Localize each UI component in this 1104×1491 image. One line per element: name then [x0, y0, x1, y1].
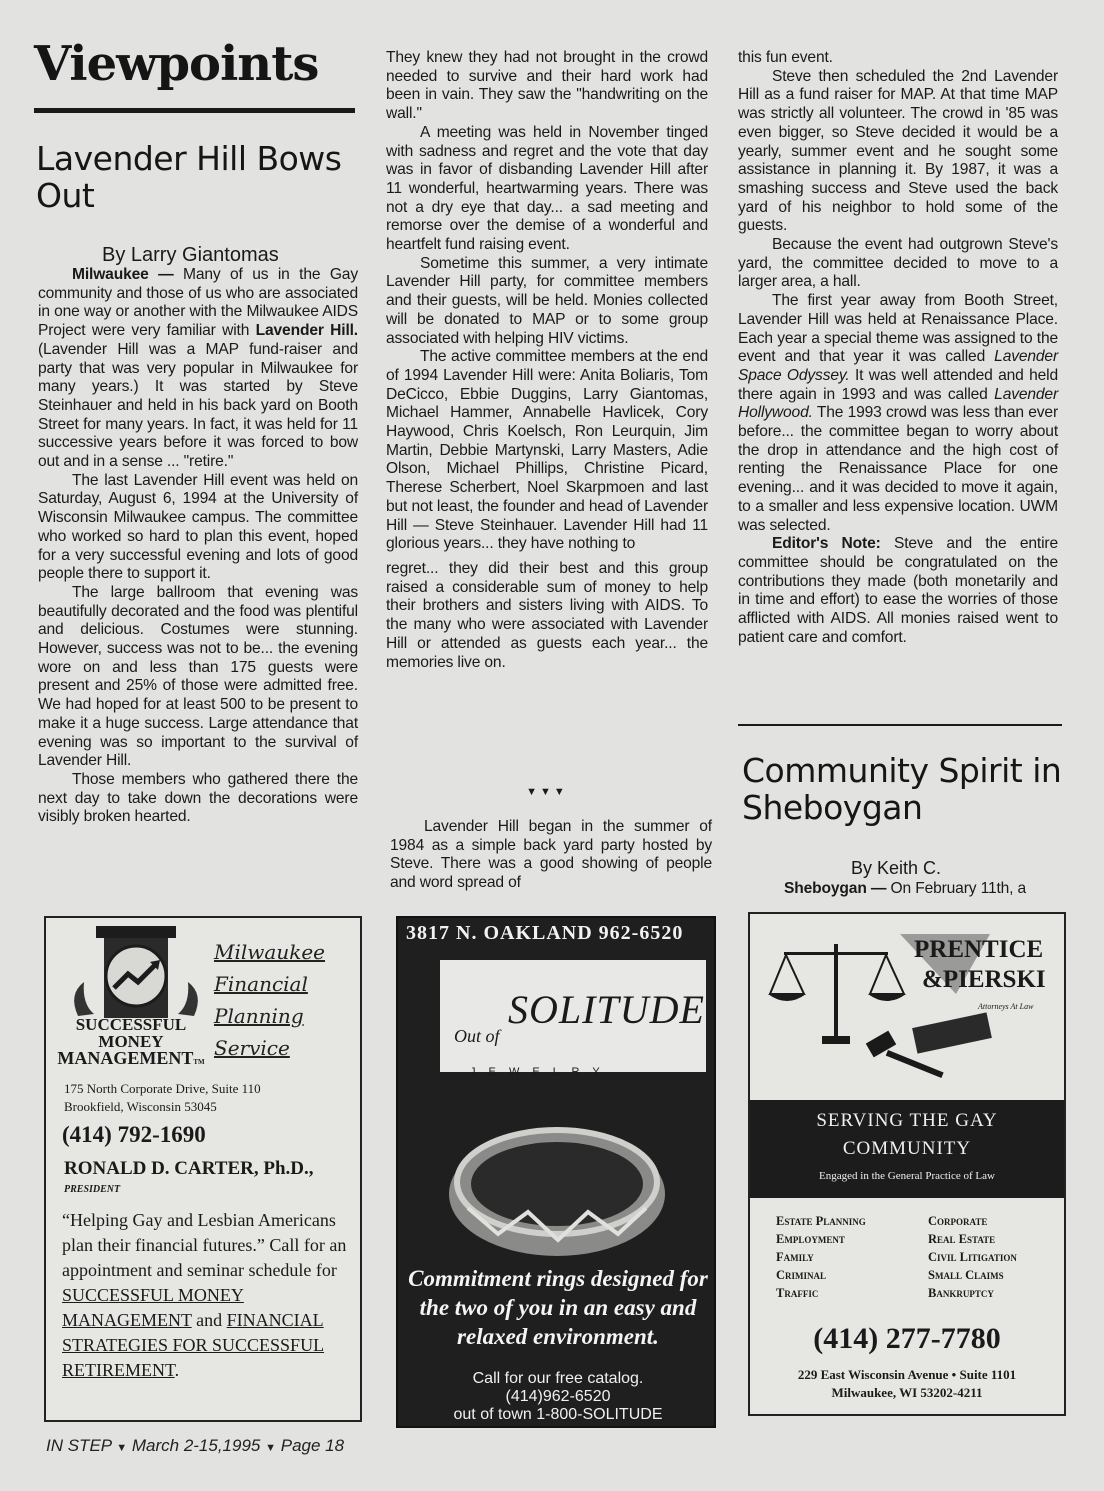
article-separator: ▼▼▼ [526, 786, 568, 798]
editors-note: Editor's Note: Steve and the entire committee should be congratulated on the contributions they made (both monetarily and in time and effort) to ease the worries of those afflicted with AIDS. All monies raised went to patient care and comfort. [738, 535, 1058, 646]
article2-lead: Sheboygan — On February 11th, a [784, 880, 1027, 897]
ring-icon [438, 1104, 676, 1274]
page-number: Page 18 [280, 1436, 345, 1455]
ad-money-management [44, 916, 362, 1422]
ad-out-of-solitude [396, 916, 716, 1428]
ad2-contact: Call for our free catalog. (414)962-6520 out of town 1-800-SOLITUDE [453, 1370, 663, 1423]
dateline: Milwaukee — [72, 266, 174, 283]
firm-name-1: PRENTICE [914, 936, 1044, 963]
page-footer: IN STEP ▼ March 2-15,1995 ▼ Page 18 [46, 1436, 345, 1455]
ad1-phone: (414) 792-1690 [62, 1122, 206, 1147]
paragraph: Sometime this summer, a very intimate Lavender Hill party, for committee members and their guests, will be held. Monies collected will be donated to MAP or to some group associated with helping HIV victims. [386, 254, 708, 347]
ad2-brand-sub: J E W E L R Y [470, 1066, 605, 1078]
paragraph: The active committee members at the end of 1994 Lavender Hill were: Anita Boliaris, Tom DeCicco, Ebbie Duggins, Larry Giantomas, Michael Hammer, Annabelle Havlicek, Cory Haywood, Chris Koelsch, Ron Leurquin, Jim Martin, Debbie Martynski, Larry Masters, Adie Olson, Michael Phillips, Christine Picard, Therese Scherbert, Noel Skarpmoen and last but not least, the founder and head of Lavender Hill — Steve Steinhauer. Lavender Hill had 11 glorious years... they have nothing to [386, 348, 708, 553]
paragraph: Because the event had outgrown Steve's yard, the committee decided to move to a larger area, a hall. [738, 236, 1058, 291]
article2-byline: By Keith C. [851, 858, 942, 878]
publication-name: IN STEP [46, 1436, 112, 1455]
paragraph: A meeting was held in November tinged with sadness and regret and the vote that day was in favor of disbanding Lavender Hill after 11 wonderful, heartwarming years. There was not a dry eye that day... a sad meeting and remorse over the demise of a wonderful and heartfelt fund raising event. [386, 123, 708, 254]
ad3-address: 229 East Wisconsin Avenue • Suite 1101 Milwaukee, WI 53202-4211 [797, 1367, 1017, 1400]
ad3-service-band: SERVING THE GAY COMMUNITY Engaged in the General Practice of Law [750, 1100, 1064, 1198]
paragraph: The first year away from Booth Street, Lavender Hill was held at Renaissance Place. Each year a special theme was assigned to the event and that year it was called Lavender Space Odyssey. It was well attended and held there again in 1993 and was called Lavender Hollywood. The 1993 crowd was less than ever before... the committee began to worry about the drop in attendance and the high cost of renting the Renaissance Place for one evening... and it was decided to move it again, to a smaller and less expensive location. UWM was selected. [738, 292, 1058, 534]
article-headline: Lavender Hill Bows Out [36, 139, 342, 215]
ad3-phone: (414) 277-7780 [813, 1322, 1001, 1355]
article-column-2 [386, 49, 708, 672]
paragraph: Lavender Hill began in the summer of 1984 as a simple back yard party hosted by Steve. There was a good showing of people and word spread of [390, 818, 712, 892]
ad-prentice-pierski [748, 912, 1066, 1416]
article-byline: By Larry Giantomas [102, 244, 279, 266]
ad2-address-phone: 3817 N. OAKLAND 962-6520 [406, 922, 684, 944]
paragraph: They knew they had not brought in the crowd needed to survive and their hard work had been in vain. They saw the "handwriting on the wall." [386, 49, 708, 123]
ad1-address: 175 North Corporate Drive, Suite 110 Brookfield, Wisconsin 53045 [64, 1081, 261, 1114]
logo-wordmark: SUCCESSFUL MONEY MANAGEMENTTM [57, 1015, 205, 1068]
paragraph: The large ballroom that evening was beautifully decorated and the food was plentiful and delicious. Costumes were stunning. However, success was not to be... the evening wore on and less than 175 guests were present and 25% of those were admitted free. We had hoped for at least 500 to be present to make it a huge success. Large attendance that evening was so important to the survival of Lavender Hill. [38, 583, 358, 770]
ad2-slogan: Commitment rings designed for the two of you in an easy and relaxed environment. [408, 1266, 708, 1349]
section-title: Viewpoints [34, 36, 319, 92]
ad2-brand-main: SOLITUDE [508, 987, 705, 1032]
article-column-2-bottom [390, 818, 712, 893]
firm-subtitle: Attorneys At Law [978, 1002, 1034, 1011]
paragraph: Steve then scheduled the 2nd Lavender Hill as a fund raiser for MAP. At that time MAP was strictly all volunteer. The crowd in '85 was even bigger, so Steve decided it would be a yearly, summer event and he sought some assistance in planning it. By 1987, it was a smashing success and Steve used the back yard of his neighbor to hold some of the guests. [738, 67, 1058, 235]
ad2-brand-out: Out of [454, 1026, 500, 1046]
practice-areas-left: Estate Planning Employment Family Criminal Traffic [776, 1214, 866, 1300]
ad1-title: PRESIDENT [64, 1184, 121, 1195]
section-rule [34, 108, 355, 113]
article2-headline: Community Spirit in Sheboygan [742, 751, 1062, 827]
article-divider [738, 724, 1062, 726]
paragraph: regret... they did their best and this group raised a considerable sum of money to help their brothers and sisters living with AIDS. To the many who were associated with Lavender Hill or attended as guests each year... the memories live on. [386, 559, 708, 671]
ad1-message: “Helping Gay and Lesbian Americans plan their financial futures.” Call for an appointment and seminar schedule for SUCCESSFUL MONEY MANAGEMENT and FINANCIAL STRATEGIES FOR SUCCESSFUL RETIREMENT. [62, 1210, 347, 1380]
practice-areas-right: Corporate Real Estate Civil Litigation Small Claims Bankruptcy [928, 1214, 1017, 1300]
ad1-name: RONALD D. CARTER, Ph.D., [64, 1158, 314, 1179]
paragraph: Those members who gathered there the next day to take down the decorations were visibly broken hearted. [38, 770, 358, 826]
firm-name-2: &PIERSKI [922, 966, 1046, 993]
issue-date: March 2-15,1995 [131, 1436, 261, 1455]
paragraph: this fun event. [738, 49, 833, 66]
article-column-3 [738, 49, 1058, 648]
paragraph: The last Lavender Hill event was held on Saturday, August 6, 1994 at the University of Wisconsin Milwaukee campus. The committee who worked so hard to plan this event, hoped for a very successful evening and lots of good people there to support it. [38, 471, 358, 583]
script-service-name: Milwaukee Financial Planning Service [214, 940, 325, 1060]
article-column-1: Milwaukee — Many of us in the Gay community and those of us who are associated in one way or another with the Milwaukee AIDS Project were very familiar with Lavender Hill. (Lavender Hill was a MAP fund-raiser and party that was very popular in Milwaukee for many years.) It was started by Steve Steinhauer and held in his back yard on Booth Street for many years. In fact, it was held for 11 successive years before it was forced to bow out and in a sense ... "retire." The last Lavender Hill event was held on Saturday, August 6, 1994 at the University of Wisconsin Milwaukee campus. The committee who worked so hard to plan this event, hoped for a very successful evening and lots of good people there to support it. The large ballroom that evening was beautifully decorated and the food was plentiful and delicious. Costumes were stunning. However, success was not to be... the evening wore on and less than 175 guests were present and 25% of those were admitted free. We had hoped for at least 500 to be present to make it a huge success. Large attendance that evening was so important to the survival of Lavender Hill. Those members who gathered there the next day to take down the decorations were visibly broken hearted. [38, 266, 358, 826]
